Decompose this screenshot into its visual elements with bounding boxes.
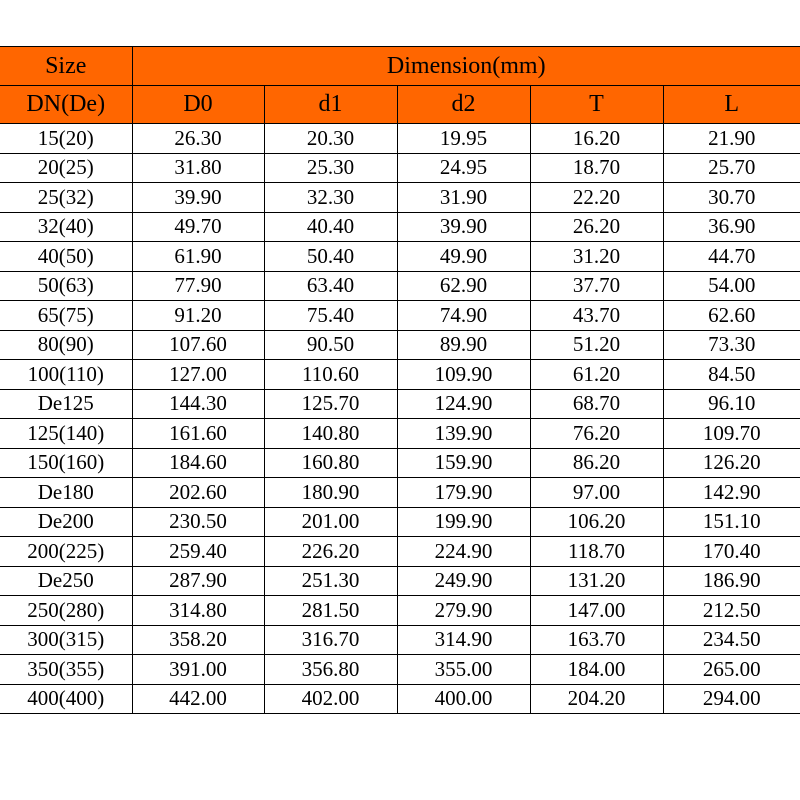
d2-cell: 400.00	[397, 684, 530, 714]
l-cell: 109.70	[663, 419, 800, 449]
l-cell: 84.50	[663, 360, 800, 390]
dimension-table	[0, 46, 800, 714]
d0-cell: 442.00	[132, 684, 264, 714]
table-row	[0, 448, 800, 478]
t-cell: 22.20	[530, 183, 663, 213]
l-cell: 62.60	[663, 301, 800, 331]
table-row	[0, 330, 800, 360]
d1-cell: 226.20	[264, 537, 397, 567]
t-cell: 97.00	[530, 478, 663, 508]
size-cell: 125(140)	[0, 419, 132, 449]
table-row	[0, 242, 800, 272]
d2-cell: 279.90	[397, 596, 530, 626]
d2-cell: 139.90	[397, 419, 530, 449]
size-cell: 150(160)	[0, 448, 132, 478]
d1-cell: 180.90	[264, 478, 397, 508]
t-cell: 51.20	[530, 330, 663, 360]
dimension-group-header: Dimension(mm)	[132, 47, 800, 86]
size-cell: 400(400)	[0, 684, 132, 714]
table-row	[0, 212, 800, 242]
d2-cell: 224.90	[397, 537, 530, 567]
header-row-top	[0, 47, 800, 86]
size-cell: 300(315)	[0, 625, 132, 655]
table-row	[0, 625, 800, 655]
d1-cell: 140.80	[264, 419, 397, 449]
d0-cell: 259.40	[132, 537, 264, 567]
table-row	[0, 478, 800, 508]
size-cell: 250(280)	[0, 596, 132, 626]
t-cell: 31.20	[530, 242, 663, 272]
dimension-sheet	[0, 46, 800, 714]
column-header-d1: d1	[264, 86, 397, 124]
t-cell: 68.70	[530, 389, 663, 419]
d1-cell: 63.40	[264, 271, 397, 301]
d0-cell: 91.20	[132, 301, 264, 331]
d0-cell: 39.90	[132, 183, 264, 213]
l-cell: 36.90	[663, 212, 800, 242]
d0-cell: 77.90	[132, 271, 264, 301]
d2-cell: 31.90	[397, 183, 530, 213]
l-cell: 126.20	[663, 448, 800, 478]
d2-cell: 49.90	[397, 242, 530, 272]
size-cell: 15(20)	[0, 124, 132, 154]
t-cell: 43.70	[530, 301, 663, 331]
size-cell: 350(355)	[0, 655, 132, 685]
d0-cell: 144.30	[132, 389, 264, 419]
d1-cell: 50.40	[264, 242, 397, 272]
d0-cell: 358.20	[132, 625, 264, 655]
l-cell: 212.50	[663, 596, 800, 626]
size-cell: De125	[0, 389, 132, 419]
t-cell: 106.20	[530, 507, 663, 537]
d1-cell: 356.80	[264, 655, 397, 685]
d0-cell: 127.00	[132, 360, 264, 390]
l-cell: 294.00	[663, 684, 800, 714]
d0-cell: 61.90	[132, 242, 264, 272]
size-cell: De180	[0, 478, 132, 508]
table-row	[0, 507, 800, 537]
d1-cell: 251.30	[264, 566, 397, 596]
column-header-d0: D0	[132, 86, 264, 124]
table-row	[0, 183, 800, 213]
l-cell: 96.10	[663, 389, 800, 419]
d1-cell: 110.60	[264, 360, 397, 390]
table-row	[0, 360, 800, 390]
column-header-t: T	[530, 86, 663, 124]
dn-header: DN(De)	[0, 86, 132, 124]
table-row	[0, 153, 800, 183]
d2-cell: 62.90	[397, 271, 530, 301]
table-row	[0, 389, 800, 419]
d0-cell: 287.90	[132, 566, 264, 596]
t-cell: 131.20	[530, 566, 663, 596]
d0-cell: 314.80	[132, 596, 264, 626]
d0-cell: 26.30	[132, 124, 264, 154]
l-cell: 21.90	[663, 124, 800, 154]
d2-cell: 314.90	[397, 625, 530, 655]
t-cell: 16.20	[530, 124, 663, 154]
size-cell: 25(32)	[0, 183, 132, 213]
table-row	[0, 124, 800, 154]
t-cell: 163.70	[530, 625, 663, 655]
table-row	[0, 537, 800, 567]
l-cell: 265.00	[663, 655, 800, 685]
l-cell: 142.90	[663, 478, 800, 508]
d1-cell: 25.30	[264, 153, 397, 183]
size-cell: 65(75)	[0, 301, 132, 331]
table-row	[0, 301, 800, 331]
d2-cell: 249.90	[397, 566, 530, 596]
d1-cell: 316.70	[264, 625, 397, 655]
table-body	[0, 124, 800, 714]
d0-cell: 202.60	[132, 478, 264, 508]
table-row	[0, 684, 800, 714]
d2-cell: 74.90	[397, 301, 530, 331]
d1-cell: 20.30	[264, 124, 397, 154]
t-cell: 26.20	[530, 212, 663, 242]
t-cell: 61.20	[530, 360, 663, 390]
d1-cell: 75.40	[264, 301, 397, 331]
d2-cell: 24.95	[397, 153, 530, 183]
table-row	[0, 566, 800, 596]
d1-cell: 160.80	[264, 448, 397, 478]
t-cell: 204.20	[530, 684, 663, 714]
d1-cell: 40.40	[264, 212, 397, 242]
size-header: Size	[0, 47, 132, 86]
table-row	[0, 596, 800, 626]
d2-cell: 199.90	[397, 507, 530, 537]
t-cell: 37.70	[530, 271, 663, 301]
column-header-l: L	[663, 86, 800, 124]
d2-cell: 19.95	[397, 124, 530, 154]
l-cell: 170.40	[663, 537, 800, 567]
d0-cell: 391.00	[132, 655, 264, 685]
d1-cell: 32.30	[264, 183, 397, 213]
d2-cell: 124.90	[397, 389, 530, 419]
t-cell: 147.00	[530, 596, 663, 626]
table-row	[0, 419, 800, 449]
d2-cell: 159.90	[397, 448, 530, 478]
size-cell: De250	[0, 566, 132, 596]
size-cell: 50(63)	[0, 271, 132, 301]
size-cell: 200(225)	[0, 537, 132, 567]
d0-cell: 230.50	[132, 507, 264, 537]
d1-cell: 90.50	[264, 330, 397, 360]
d0-cell: 31.80	[132, 153, 264, 183]
l-cell: 151.10	[663, 507, 800, 537]
d1-cell: 281.50	[264, 596, 397, 626]
l-cell: 30.70	[663, 183, 800, 213]
d2-cell: 89.90	[397, 330, 530, 360]
d2-cell: 39.90	[397, 212, 530, 242]
d0-cell: 161.60	[132, 419, 264, 449]
d0-cell: 184.60	[132, 448, 264, 478]
d0-cell: 49.70	[132, 212, 264, 242]
d1-cell: 201.00	[264, 507, 397, 537]
t-cell: 76.20	[530, 419, 663, 449]
d2-cell: 109.90	[397, 360, 530, 390]
header-row-columns	[0, 86, 800, 124]
l-cell: 25.70	[663, 153, 800, 183]
d0-cell: 107.60	[132, 330, 264, 360]
t-cell: 184.00	[530, 655, 663, 685]
l-cell: 54.00	[663, 271, 800, 301]
t-cell: 86.20	[530, 448, 663, 478]
d1-cell: 125.70	[264, 389, 397, 419]
size-cell: 20(25)	[0, 153, 132, 183]
l-cell: 73.30	[663, 330, 800, 360]
size-cell: De200	[0, 507, 132, 537]
d2-cell: 179.90	[397, 478, 530, 508]
d2-cell: 355.00	[397, 655, 530, 685]
l-cell: 186.90	[663, 566, 800, 596]
table-row	[0, 655, 800, 685]
size-cell: 100(110)	[0, 360, 132, 390]
size-cell: 80(90)	[0, 330, 132, 360]
l-cell: 234.50	[663, 625, 800, 655]
t-cell: 118.70	[530, 537, 663, 567]
l-cell: 44.70	[663, 242, 800, 272]
size-cell: 32(40)	[0, 212, 132, 242]
table-row	[0, 271, 800, 301]
column-header-d2: d2	[397, 86, 530, 124]
d1-cell: 402.00	[264, 684, 397, 714]
t-cell: 18.70	[530, 153, 663, 183]
size-cell: 40(50)	[0, 242, 132, 272]
